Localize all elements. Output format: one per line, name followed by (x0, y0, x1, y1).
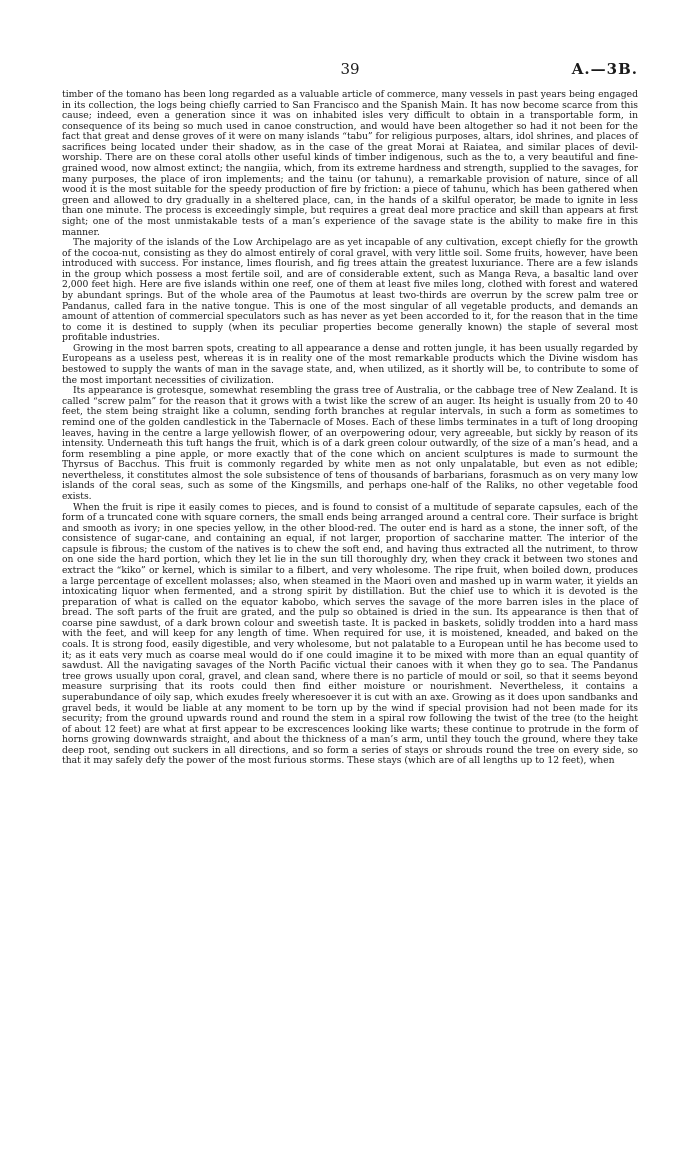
page-header (62, 60, 638, 86)
paragraph-1: timber of the tomano has been long regarded as a valuable article of commerce, many vessels in past years being engaged in its collection, the logs being chiefly carried to San Francisco and the Spanish Main. It has now become scarce from this cause; indeed, even a generation since it was on inhabited isles very difficult to obtain in a transportable form, in consequence of its being so much used in canoe construction, and would have been altogether so had it not been for the fact that great and dense groves of it were on many islands “tabu” for religious purposes, altars, idol shrines, and places of sacrifices being located under their shadow, as in the case of the great Morai at Raiatea, and similar places of devil-worship. There are on these coral atolls other useful kinds of timber indigenous, such as the to, a very beautiful and fine-grained wood, now almost extinct; the nangiia, which, from its extreme hardness and strength, supplied to the savages, for many purposes, the place of iron implements; and the tainu (or tahunu), a remarkable provision of nature, since of all wood it is the most suitable for the speedy production of fire by friction: a piece of tahunu, which has been gathered when green and allowed to dry gradually in a sheltered place, can, in the hands of a skilful operator, be made to ignite in less than one minute. The process is exceedingly simple, but requires a great deal more practice and skill than appears at first sight; one of the most unmistakable tests of a man’s experience of the savage state is the ability to make fire in this manner. (62, 89, 638, 238)
paragraph-2: The majority of the islands of the Low Archipelago are as yet incapable of any cultivation, except chiefly for the growth of the cocoa-nut, consisting as they do almost entirely of coral gravel, with very little soil. Some fruits, however, have been introduced with success. For instance, limes flourish, and fig trees attain the greatest luxuriance. There are a few islands in the group which possess a most fertile soil, and are of considerable extent, such as Manga Reva, a basaltic land over 2,000 feet high. Here are five islands within one reef, one of them at least five miles long, clothed with forest and watered by abundant springs. But of the whole area of the Paumotus at least two-thirds are overrun by the screw palm tree or Pandanus, called fara in the native tongue. This is one of the most singular of all vegetable products, and demands an amount of attention of commercial speculators such as has never as yet been accorded to it, for the reason that in the time to come it is destined to supply (when its peculiar properties become generally known) the staple of several most profitable industries. (62, 237, 638, 344)
body-text (62, 90, 638, 767)
paragraph-4: Its appearance is grotesque, somewhat resembling the grass tree of Australia, or the cabbage tree of New Zealand. It is called “screw palm” for the reason that it grows with a twist like the screw of an auger. Its height is usually from 20 to 40 feet, the stem being straight like a column, sending forth branches at regular intervals, in such a form as sometimes to remind one of the golden candlestick in the Tabernacle of Moses. Each of these limbs terminates in a tuft of long drooping leaves, having in the centre a large yellowish flower, of an overpowering odour, very agreeable, but sickly by reason of its intensity. Underneath this tuft hangs the fruit, which is of a dark green colour outwardly, of the size of a man’s head, and a form resembling a pine apple, or more exactly that of the cone which on ancient sculptures is made to surmount the Thyrsus of Bacchus. This fruit is commonly regarded by white men as not only unpalatable, but even as not edible; nevertheless, it constitutes almost the sole subsistence of tens of thousands of barbarians, forasmuch as on very many low islands of the coral seas, such as some of the Kingsmills, and perhaps one-half of the Raliks, no other vegetable food exists. (62, 385, 638, 502)
paragraph-5: When the fruit is ripe it easily comes to pieces, and is found to consist of a multitude of separate capsules, each of the form of a truncated cone with square corners, the small ends being arranged around a central core. Their surface is bright and smooth as ivory; in one species yellow, in the other blood-red. The outer end is hard as a stone, the inner soft, of the consistence of sugar-cane, and containing an equal, if not larger, proportion of saccharine matter. The interior of the capsule is fibrous; the custom of the natives is to chew the soft end, and having thus extracted all the nutriment, to throw on one side the hard portion, which they let lie in the sun till thoroughly dry, when they crack it between two stones and extract the “kiko” or kernel, which is similar to a filbert, and very wholesome. The ripe fruit, when boiled down, produces a large percentage of excellent molasses; also, when steamed in the Maori oven and mashed up in warm water, it yields an intoxicating liquor when fermented, and a strong spirit by distillation. But the chief use to which it is devoted is the preparation of what is called on the equator kabobo, which serves the savage of the more barren isles in the place of bread. The soft parts of the fruit are grated, and the pulp so obtained is dried in the sun. Its appearance is then that of coarse pine sawdust, of a dark brown colour and sweetish taste. It is packed in baskets, solidly trodden into a hard mass with the feet, and will keep for any length of time. When required for use, it is moistened, kneaded, and baked on the coals. It is strong food, easily digestible, and very wholesome, but not palatable to a European until he has become used to it; as it eats very much as coarse meal would do if one could imagine it to be mixed with more than an equal quantity of sawdust. All the navigating savages of the North Pacific victual their canoes with it when they go to sea. The Pandanus tree grows usually upon coral, gravel, and clean sand, where there is no particle of mould or soil, so that it seems beyond measure surprising that its roots could then find either moisture or nourishment. Nevertheless, it contains a superabundance of oily sap, which exudes freely wheresoever it is cut with an axe. Growing as it does upon sandbanks and gravel beds, it would be liable at any moment to be torn up by the wind if special provision had not been made for its security; from the ground upwards round and round the stem in a spiral row following the twist of the tree (to the height of about 12 feet) are what at first appear to be excrescences looking like warts; these continue to protrude in the form of horns growing downwards straight, and about the thickness of a man’s arm, until they touch the ground, where they take deep root, sending out suckers in all directions, and so form a series of stays or shrouds round the tree on every side, so that it may safely defy the power of the most furious storms. These stays (which are of all lengths up to 12 feet), when (62, 501, 638, 767)
document-reference: A.—3B. (571, 60, 638, 78)
paragraph-3: Growing in the most barren spots, creating to all appearance a dense and rotten jungle, it has been usually regarded by Europeans as a useless pest, whereas it is in reality one of the most remarkable products which the Divine wisdom has bestowed to supply the wants of man in the savage state, and, when utilized, as it shortly will be, to contribute to some of the most important necessities of civilization. (62, 342, 638, 386)
page-number: 39 (340, 60, 360, 78)
